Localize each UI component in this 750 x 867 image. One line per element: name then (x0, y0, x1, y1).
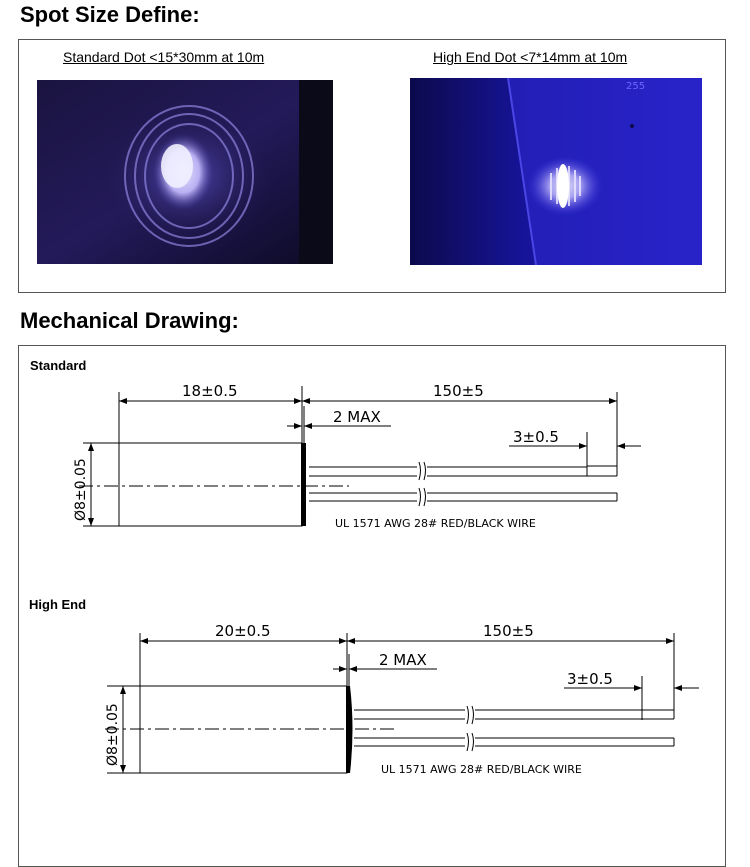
standard-label: Standard (30, 358, 87, 373)
high-end-max-gap-dim: 2 MAX (379, 651, 427, 669)
high-end-drawing (19, 346, 725, 866)
mechanical-drawing-heading: Mechanical Drawing: (20, 308, 239, 333)
high-end-strip-length-dim: 3±0.5 (567, 670, 613, 688)
high-end-photo-overlay-text: 255 (626, 81, 646, 92)
spot-size-heading: Spot Size Define: (20, 2, 200, 27)
high-end-dot-photo (410, 78, 702, 265)
high-end-label: High End (29, 597, 87, 612)
standard-dot-caption: Standard Dot <15*30mm at 10m (63, 49, 265, 65)
standard-body-length-dim: 18±0.5 (182, 382, 238, 400)
high-end-body-length-dim: 20±0.5 (215, 622, 271, 640)
high-end-wire-note: UL 1571 AWG 28# RED/BLACK WIRE (381, 763, 582, 776)
standard-diameter-dim: Ø8±0.05 (73, 458, 89, 521)
high-end-dot-caption: High End Dot <7*14mm at 10m (433, 49, 628, 65)
high-end-lead-length-dim: 150±5 (483, 622, 534, 640)
mechanical-drawing-panel (18, 345, 726, 867)
spot-size-panel (18, 39, 726, 293)
standard-wire-note: UL 1571 AWG 28# RED/BLACK WIRE (335, 517, 536, 530)
standard-lead-length-dim: 150±5 (433, 382, 484, 400)
standard-dot-photo (37, 80, 333, 264)
standard-strip-length-dim: 3±0.5 (513, 428, 559, 446)
high-end-diameter-dim: Ø8±0.05 (105, 703, 121, 766)
standard-max-gap-dim: 2 MAX (333, 408, 381, 426)
